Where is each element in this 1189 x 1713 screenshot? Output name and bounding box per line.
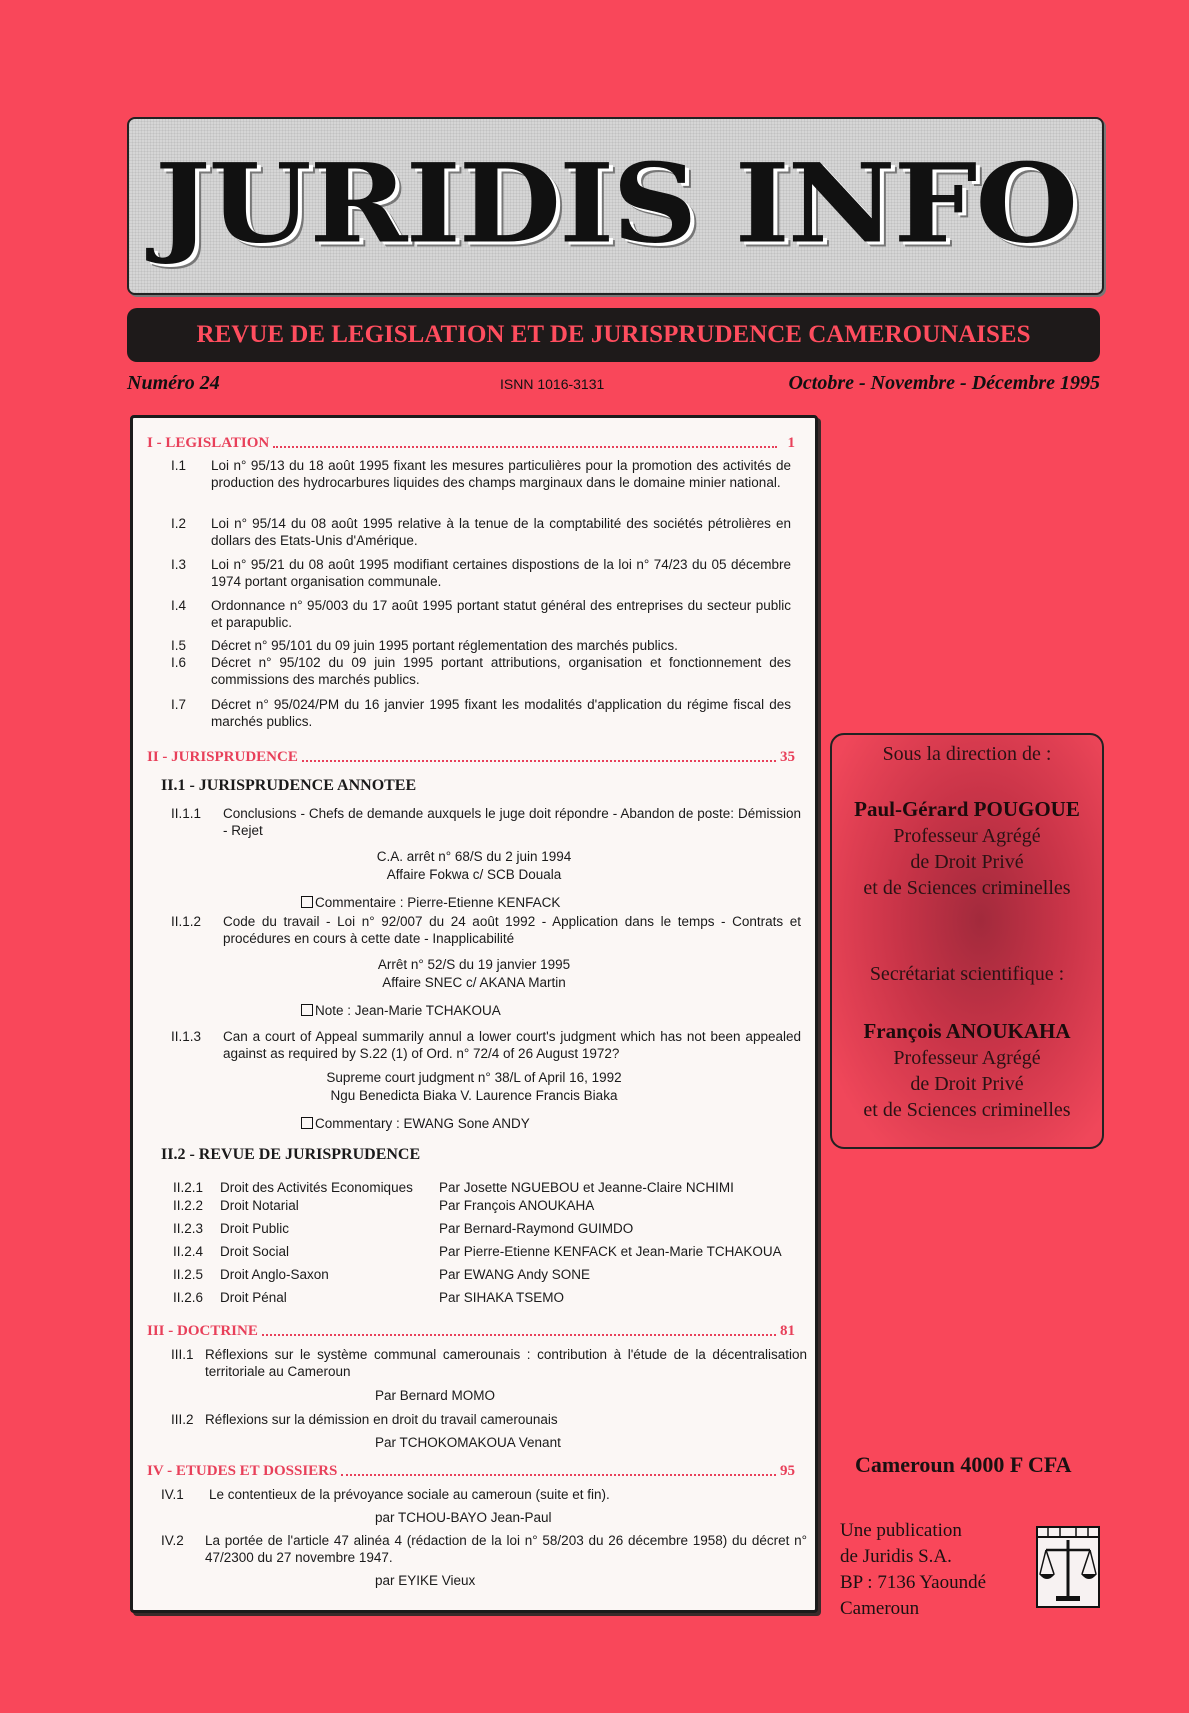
note-text: Note : Jean-Marie TCHAKOUA	[315, 1003, 501, 1018]
director-name: Paul-Gérard POUGOUE	[854, 797, 1080, 821]
row-author: Par EWANG Andy SONE	[439, 1267, 591, 1282]
item-number: II.1.3	[171, 1029, 202, 1044]
case-parties: Affaire SNEC c/ AKANA Martin	[382, 975, 566, 990]
item-text: Ordonnance n° 95/003 du 17 août 1995 portant statut général des entreprises du secteur public et parapublic.	[211, 598, 791, 630]
publisher-country: Cameroun	[840, 1598, 920, 1619]
toc-item	[171, 515, 791, 551]
item-number: IV.2	[161, 1533, 184, 1548]
toc-item	[171, 654, 791, 690]
issue-meta	[127, 372, 1100, 402]
item-text: Conclusions - Chefs de demande auxquels le juge doit répondre - Abandon de poste: Démission - Rejet	[223, 806, 801, 838]
subtitle-bar	[127, 308, 1100, 362]
author-line: Par TCHOKOMAKOUA Venant	[375, 1435, 561, 1450]
subsection-heading: II.1 - JURISPRUDENCE ANNOTEE	[161, 777, 417, 794]
toc-item	[171, 1346, 807, 1382]
item-number: I.5	[171, 638, 187, 653]
price: Cameroun 4000 F CFA	[855, 1452, 1072, 1477]
case-reference: Arrêt n° 52/S du 19 janvier 1995	[377, 957, 571, 972]
row-author: Par Pierre-Etienne KENFACK et Jean-Marie TCHAKOUA	[439, 1244, 782, 1259]
item-number: III.2	[171, 1412, 194, 1427]
direction-label: Sous la direction de :	[882, 743, 1052, 765]
row-author: Par Bernard-Raymond GUIMDO	[439, 1221, 634, 1236]
section-page: 81	[780, 1323, 795, 1339]
toc-item	[161, 1532, 807, 1568]
row-number: II.2.5	[173, 1267, 204, 1282]
toc-item	[171, 696, 791, 732]
item-number: III.1	[171, 1347, 194, 1362]
commentary-text: Commentary : EWANG Sone ANDY	[315, 1116, 530, 1131]
toc-item	[161, 1486, 807, 1504]
section-title: III - DOCTRINE	[147, 1323, 258, 1339]
section-title: I - LEGISLATION	[147, 435, 270, 451]
row-author: Par SIHAKA TSEMO	[439, 1290, 565, 1305]
author-line: par TCHOU-BAYO Jean-Paul	[375, 1510, 552, 1525]
item-text: Décret n° 95/101 du 09 juin 1995 portant réglementation des marchés publics.	[211, 638, 678, 653]
row-domain: Droit Social	[220, 1244, 290, 1259]
review-row	[173, 1244, 813, 1262]
toc-item	[171, 913, 801, 949]
checkbox-square-icon	[301, 1117, 313, 1129]
toc-item	[171, 637, 791, 655]
checkbox-square-icon	[301, 896, 313, 908]
publisher-address: BP : 7136 Yaoundé	[840, 1572, 987, 1593]
item-text: Can a court of Appeal summarily annul a lower court's judgment which has not been appealed against as required by S.22 (1) of Ord. n° 72/4 of 26 August 1972?	[223, 1029, 801, 1061]
toc-item	[171, 597, 791, 633]
item-number: I.1	[171, 458, 187, 473]
leader-dots	[302, 760, 776, 762]
item-number: IV.1	[161, 1487, 184, 1502]
leader-dots	[262, 1334, 776, 1336]
item-text: Décret n° 95/024/PM du 16 janvier 1995 fixant les modalités d'application du régime fiscal des marchés publics.	[211, 697, 791, 729]
secretary-role: Professeur Agrégé	[893, 1047, 1041, 1069]
section-doctrine-heading	[147, 1320, 795, 1340]
row-domain: Droit Public	[220, 1221, 290, 1236]
commentary-line	[301, 895, 560, 910]
row-author: Par François ANOUKAHA	[439, 1198, 595, 1213]
item-number: II.1.1	[171, 806, 202, 821]
scales-of-justice-icon	[1036, 1526, 1100, 1608]
case-parties: Ngu Benedicta Biaka V. Laurence Francis Biaka	[330, 1088, 618, 1103]
issue-number: Numéro 24	[127, 372, 220, 394]
author-line: par EYIKE Vieux	[375, 1573, 476, 1588]
review-row	[173, 1221, 813, 1239]
section-page: 95	[780, 1463, 795, 1479]
item-number: I.2	[171, 516, 187, 531]
review-row	[173, 1290, 813, 1308]
row-domain: Droit Pénal	[220, 1290, 287, 1305]
toc-item	[171, 1028, 801, 1064]
toc-item	[171, 457, 791, 511]
item-number: I.7	[171, 697, 187, 712]
row-domain: Droit Anglo-Saxon	[220, 1267, 329, 1282]
secretary-role: de Droit Privé	[910, 1073, 1024, 1095]
section-etudes-heading	[147, 1460, 795, 1480]
section-title: II - JURISPRUDENCE	[147, 749, 298, 765]
secretariat-label: Secrétariat scientifique :	[869, 963, 1065, 985]
review-row	[173, 1198, 813, 1216]
magazine-subtitle: REVUE DE LEGISLATION ET DE JURISPRUDENCE CAMEROUNAISES	[196, 321, 1031, 348]
magazine-title: JURIDIS INFO	[154, 139, 1077, 268]
row-number: II.2.6	[173, 1290, 204, 1305]
section-legislation-heading	[147, 432, 795, 452]
section-jurisprudence-heading	[147, 746, 795, 766]
issue-date: Octobre - Novembre - Décembre 1995	[788, 372, 1100, 394]
item-text: Loi n° 95/21 du 08 août 1995 modifiant certaines dispostions de la loi n° 74/23 du 05 décembre 1974 portant organisation communale.	[211, 557, 791, 589]
checkbox-square-icon	[301, 1004, 313, 1016]
item-text: La portée de l'article 47 alinéa 4 (rédaction de la loi n° 58/203 du 26 décembre 1958) du décret n° 47/2300 du 27 novembre 1947.	[205, 1533, 807, 1565]
table-of-contents	[130, 415, 818, 1613]
item-text: Réflexions sur la démission en droit du travail camerounais	[205, 1412, 558, 1427]
row-number: II.2.4	[173, 1244, 204, 1259]
review-row	[173, 1180, 813, 1198]
case-parties: Affaire Fokwa c/ SCB Douala	[386, 867, 562, 882]
row-number: II.2.3	[173, 1221, 204, 1236]
secretary-role: et de Sciences criminelles	[863, 1099, 1071, 1121]
item-text: Loi n° 95/13 du 18 août 1995 fixant les mesures particulières pour la promotion des activités de production des hydrocarbures liquides des champs marginaux dans le domaine minier national.	[211, 458, 791, 490]
masthead-banner	[127, 117, 1104, 295]
director-role: de Droit Privé	[910, 851, 1024, 873]
review-row	[173, 1267, 813, 1285]
issn: ISNN 1016-3131	[500, 376, 605, 392]
editorial-direction-box	[830, 733, 1104, 1149]
leader-dots	[341, 1474, 776, 1476]
row-author: Par Josette NGUEBOU et Jeanne-Claire NCHIMI	[439, 1180, 734, 1195]
toc-item	[171, 1411, 807, 1429]
item-text: Loi n° 95/14 du 08 août 1995 relative à la tenue de la comptabilité des sociétés pétrolières en dollars des Etats-Unis d'Amérique.	[211, 516, 791, 548]
publisher-line: Une publication	[840, 1520, 962, 1541]
item-number: I.4	[171, 598, 187, 613]
item-number: II.1.2	[171, 914, 202, 929]
secretary-name: François ANOUKAHA	[863, 1019, 1071, 1043]
toc-item	[171, 805, 801, 841]
section-title: IV - ETUDES ET DOSSIERS	[147, 1463, 338, 1479]
note-line	[301, 1003, 501, 1018]
publisher-info	[840, 1518, 986, 1622]
publisher-line: de Juridis S.A.	[840, 1546, 952, 1567]
director-role: Professeur Agrégé	[893, 825, 1041, 847]
section-page: 1	[787, 435, 795, 451]
row-domain: Droit Notarial	[220, 1198, 299, 1213]
section-page: 35	[780, 749, 795, 765]
row-number: II.2.1	[173, 1180, 204, 1195]
case-reference: Supreme court judgment n° 38/L of April 16, 1992	[326, 1070, 622, 1085]
toc-item	[171, 556, 791, 592]
author-line: Par Bernard MOMO	[375, 1388, 496, 1403]
commentary-text: Commentaire : Pierre-Etienne KENFACK	[315, 895, 561, 910]
case-reference: C.A. arrêt n° 68/S du 2 juin 1994	[376, 849, 572, 864]
item-text: Décret n° 95/102 du 09 juin 1995 portant attributions, organisation et fonctionnement des commissions des marchés publics.	[211, 655, 791, 687]
row-domain: Droit des Activités Economiques	[220, 1180, 413, 1195]
subsection-heading: II.2 - REVUE DE JURISPRUDENCE	[161, 1146, 421, 1163]
row-number: II.2.2	[173, 1198, 204, 1213]
leader-dots	[273, 446, 777, 448]
item-text: Code du travail - Loi n° 92/007 du 24 août 1992 - Application dans le temps - Contrats et procédures en cours à cette date - Inapplicabilité	[223, 914, 801, 946]
commentary-line	[301, 1116, 530, 1131]
item-text: Le contentieux de la prévoyance sociale au cameroun (suite et fin).	[209, 1487, 610, 1502]
director-role: et de Sciences criminelles	[863, 877, 1071, 899]
item-number: I.3	[171, 557, 187, 572]
item-text: Réflexions sur le système communal camerounais : contribution à l'étude de la décentralisation territoriale au Cameroun	[205, 1347, 807, 1379]
item-number: I.6	[171, 655, 187, 670]
